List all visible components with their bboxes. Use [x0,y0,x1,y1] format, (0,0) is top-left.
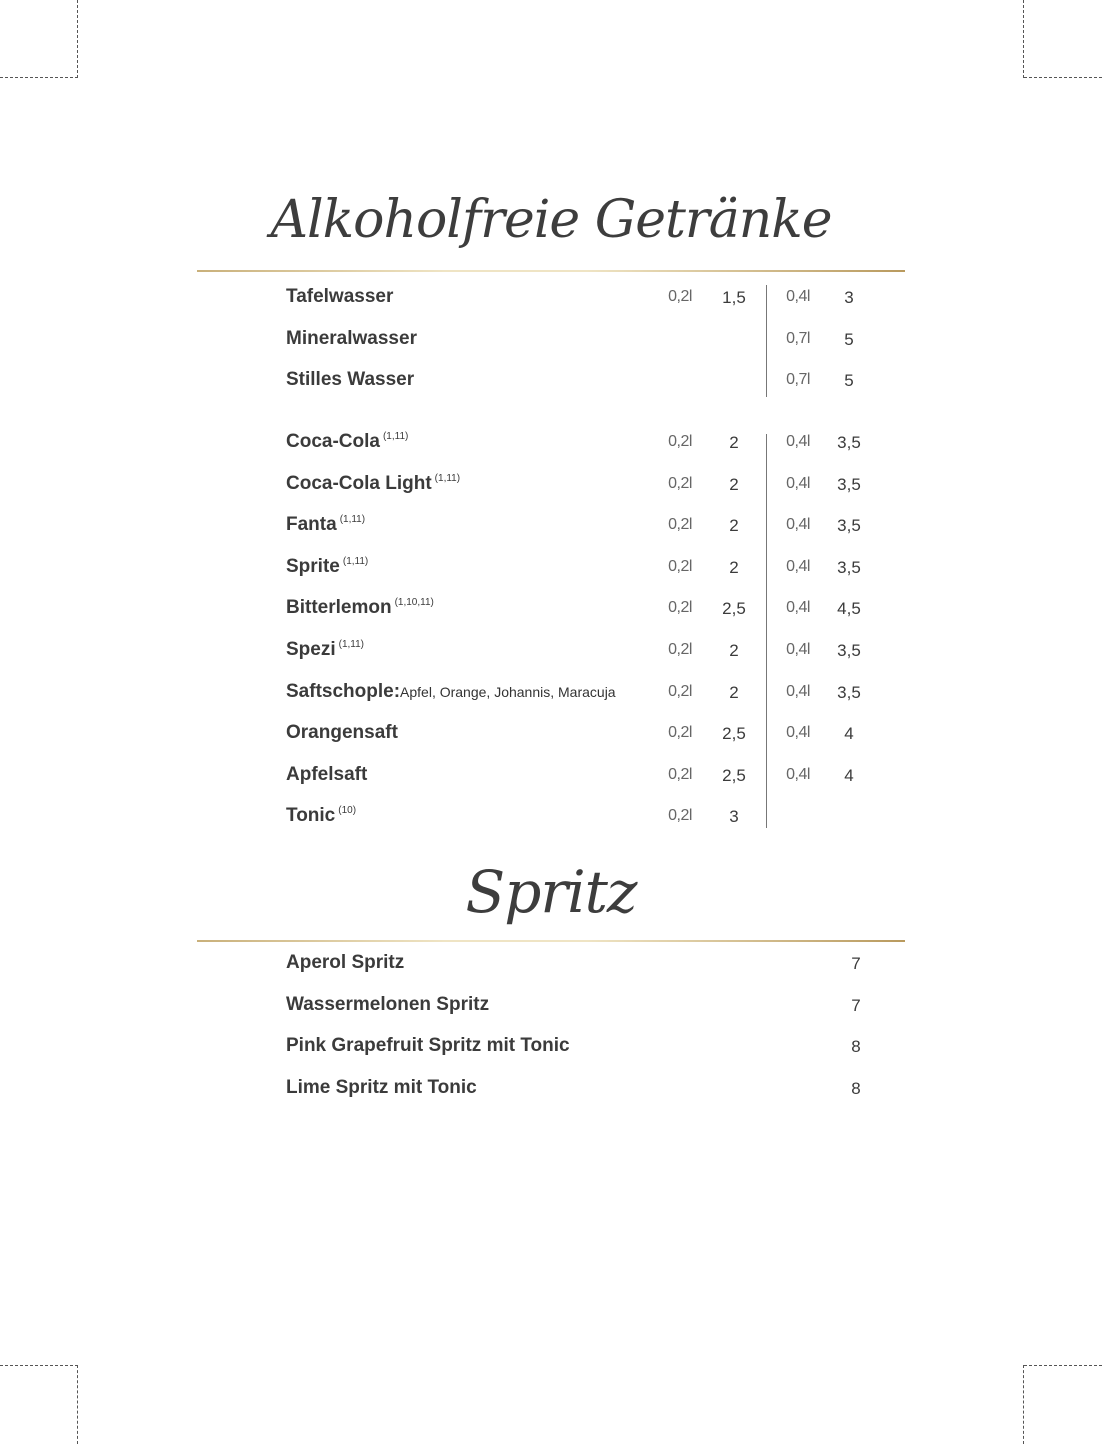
price-small: 2,5 [722,766,746,785]
price: 7 [851,996,861,1015]
item-name [286,369,414,391]
crop-mark [77,1365,78,1444]
volume-large: 0,7l [786,330,810,347]
menu-row [0,597,1102,627]
price-large: 4 [844,766,854,785]
volume-large: 0,7l [786,371,810,388]
item-name-text: Bitterlemon [286,597,392,618]
item-name-text: Stilles Wasser [286,369,415,390]
menu-row [0,681,1102,711]
item-name [286,681,616,703]
volume-small: 0,2l [668,641,692,658]
item-name-text: Pink Grapefruit Spritz mit Tonic [286,1035,570,1056]
price-large: 4 [844,724,854,743]
price-small: 2 [729,683,739,702]
item-name [286,639,364,661]
price-large: 5 [844,330,854,349]
allergen-note: (1,11) [434,473,461,484]
allergen-note: (1,10,11) [394,597,434,608]
price-large: 4,5 [837,599,861,618]
menu-row [0,514,1102,544]
item-name-text: Spezi [286,639,336,660]
item-name [286,722,398,744]
price-small: 2,5 [722,599,746,618]
volume-large: 0,4l [786,433,810,450]
item-name [286,1035,570,1057]
crop-mark [1023,1365,1024,1444]
item-name [286,994,489,1016]
item-name-text: Orangensaft [286,722,398,743]
menu-row [0,722,1102,752]
crop-mark [77,0,78,78]
volume-small: 0,2l [668,288,692,305]
price-small: 2 [729,641,739,660]
price: 7 [851,954,861,973]
price-large: 3,5 [837,433,861,452]
volume-small: 0,2l [668,683,692,700]
item-name-text: Mineralwasser [286,328,417,349]
item-name-text: Apfelsaft [286,764,368,785]
item-name [286,286,393,308]
item-name-text: Coca-Cola Light [286,473,432,494]
volume-large: 0,4l [786,641,810,658]
crop-mark [1024,77,1102,78]
volume-large: 0,4l [786,683,810,700]
crop-mark [1023,0,1024,78]
volume-small: 0,2l [668,766,692,783]
allergen-note: (10) [338,805,357,816]
menu-row [0,639,1102,669]
menu-row [0,286,1102,316]
menu-row [0,556,1102,586]
item-name [286,952,404,974]
price-large: 5 [844,371,854,390]
gold-divider [197,940,905,942]
volume-small: 0,2l [668,599,692,616]
item-name-text: Saftschople: [286,681,401,702]
item-name-text: Tonic [286,805,336,826]
price-small: 2 [729,516,739,535]
menu-row [0,952,1102,982]
item-name-text: Coca-Cola [286,431,380,452]
price-small: 2 [729,433,739,452]
volume-large: 0,4l [786,766,810,783]
item-name-text: Fanta [286,514,337,535]
section-title-spritz: Spritz [465,858,637,926]
price-large: 3,5 [837,558,861,577]
item-name [286,764,367,786]
item-name-text: Sprite [286,556,340,577]
price-small: 2 [729,475,739,494]
crop-mark [0,77,78,78]
menu-row [0,994,1102,1024]
volume-large: 0,4l [786,516,810,533]
menu-row [0,805,1102,835]
volume-large: 0,4l [786,288,810,305]
menu-row [0,1077,1102,1107]
menu-row [0,473,1102,503]
menu-row [0,764,1102,794]
item-name-text: Aperol Spritz [286,952,405,973]
item-name [286,597,434,619]
item-note: Apfel, Orange, Johannis, Maracuja [400,684,616,700]
volume-small: 0,2l [668,433,692,450]
volume-small: 0,2l [668,475,692,492]
volume-large: 0,4l [786,724,810,741]
crop-mark [1024,1365,1102,1366]
price-large: 3 [844,288,854,307]
price-large: 3,5 [837,516,861,535]
price-large: 3,5 [837,475,861,494]
item-name [286,805,356,827]
item-name [286,431,408,453]
menu-row [0,1035,1102,1065]
crop-mark [0,1365,78,1366]
volume-small: 0,2l [668,807,692,824]
price-large: 3,5 [837,683,861,702]
item-name [286,556,368,578]
price-small: 2 [729,558,739,577]
item-name [286,328,417,350]
gold-divider [197,270,905,272]
allergen-note: (1,11) [339,514,366,525]
menu-row [0,431,1102,461]
price-small: 3 [729,807,739,826]
section-title-alkoholfrei: Alkoholfreie Getränke [270,190,832,250]
item-name-text: Wassermelonen Spritz [286,994,490,1015]
menu-row [0,369,1102,399]
allergen-note: (1,11) [342,556,369,567]
menu-row [0,328,1102,358]
volume-small: 0,2l [668,724,692,741]
item-name [286,514,365,536]
volume-large: 0,4l [786,558,810,575]
allergen-note: (1,11) [338,639,365,650]
price: 8 [851,1037,861,1056]
item-name-text: Tafelwasser [286,286,394,307]
volume-large: 0,4l [786,599,810,616]
price: 8 [851,1079,861,1098]
item-name [286,1077,477,1099]
price-small: 2,5 [722,724,746,743]
volume-small: 0,2l [668,516,692,533]
allergen-note: (1,11) [382,431,409,442]
price-small: 1,5 [722,288,746,307]
volume-small: 0,2l [668,558,692,575]
price-large: 3,5 [837,641,861,660]
volume-large: 0,4l [786,475,810,492]
item-name [286,473,460,495]
item-name-text: Lime Spritz mit Tonic [286,1077,477,1098]
